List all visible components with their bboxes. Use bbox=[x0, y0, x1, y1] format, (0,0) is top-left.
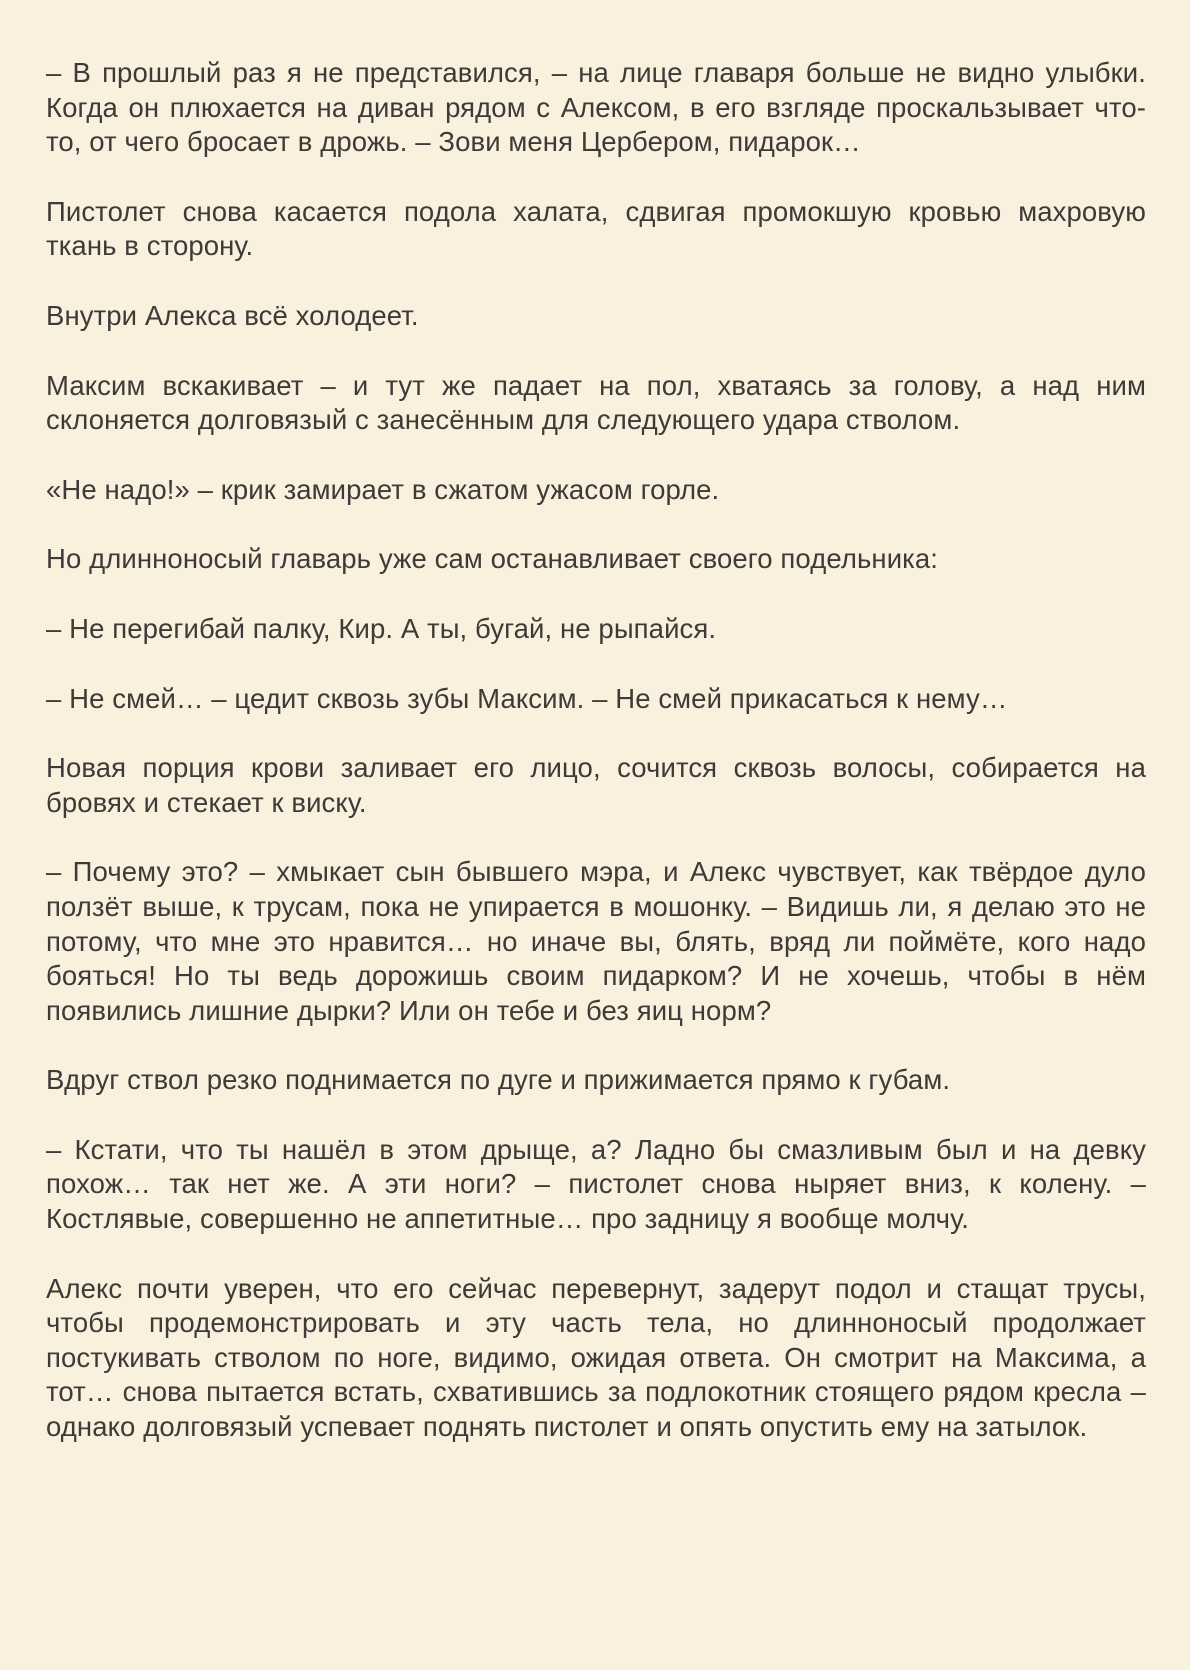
paragraph-13: Алекс почти уверен, что его сейчас перевернут, задерут подол и стащат трусы, чтобы продемонстрировать и эту часть тела, но длинноносый продолжает постукивать стволом по ноге, видимо, ожидая ответа. Он смотрит на Максима, а тот… снова пытается встать, схватившись за подлокотник стоящего рядом кресла – однако долговязый успевает поднять пистолет и опять опустить ему на затылок. bbox=[46, 1272, 1146, 1443]
paragraph-8: – Не смей… – цедит сквозь зубы Максим. – Не смей прикасаться к нему… bbox=[46, 682, 1008, 714]
paragraph-12: – Кстати, что ты нашёл в этом дрыще, а? Ладно бы смазливым был и на девку похож… так нет же. А эти ноги? – пистолет снова ныряет вниз, к колену. – Костлявые, совершенно не аппетитные… про задницу я вообще молчу. bbox=[46, 1133, 1146, 1235]
paragraph-2: Пистолет снова касается подола халата, сдвигая промокшую кровью махровую ткань в сторону. bbox=[46, 195, 1146, 262]
paragraph-1: – В прошлый раз я не представился, – на лице главаря больше не видно улыбки. Когда он плюхается на диван рядом с Алексом, в его взгляде проскальзывает что-то, от чего бросает в дрожь. – Зови меня Цербером, пидарок… bbox=[46, 57, 1146, 158]
paragraph-3: Внутри Алекса всё холодеет. bbox=[46, 299, 419, 331]
paragraph-4: Максим вскакивает – и тут же падает на пол, хватаясь за голову, а над ним склоняется долговязый с занесённым для следующего удара стволом. bbox=[46, 369, 1146, 436]
paragraph-9: Новая порция крови заливает его лицо, сочится сквозь волосы, собирается на бровях и стекает к виску. bbox=[46, 752, 1146, 818]
paragraph-6: Но длинноносый главарь уже сам останавливает своего подельника: bbox=[46, 543, 939, 575]
paragraph-10: – Почему это? – хмыкает сын бывшего мэра, и Алекс чувствует, как твёрдое дуло ползёт выше, к трусам, пока не упирается в мошонку. – Видишь ли, я делаю это не потому, что мне это нравится… но иначе вы, блять, вряд ли поймёте, кого надо бояться! Но ты ведь дорожишь своим пидарком? И не хочешь, чтобы в нём появились лишние дырки? Или он тебе и без яиц норм? bbox=[46, 856, 1146, 1026]
paragraph-5: «Не надо!» – крик замирает в сжатом ужасом горле. bbox=[46, 473, 720, 505]
paragraph-7: – Не перегибай палку, Кир. А ты, бугай, не рыпайся. bbox=[46, 612, 717, 644]
paragraph-11: Вдруг ствол резко поднимается по дуге и прижимается прямо к губам. bbox=[46, 1064, 951, 1096]
